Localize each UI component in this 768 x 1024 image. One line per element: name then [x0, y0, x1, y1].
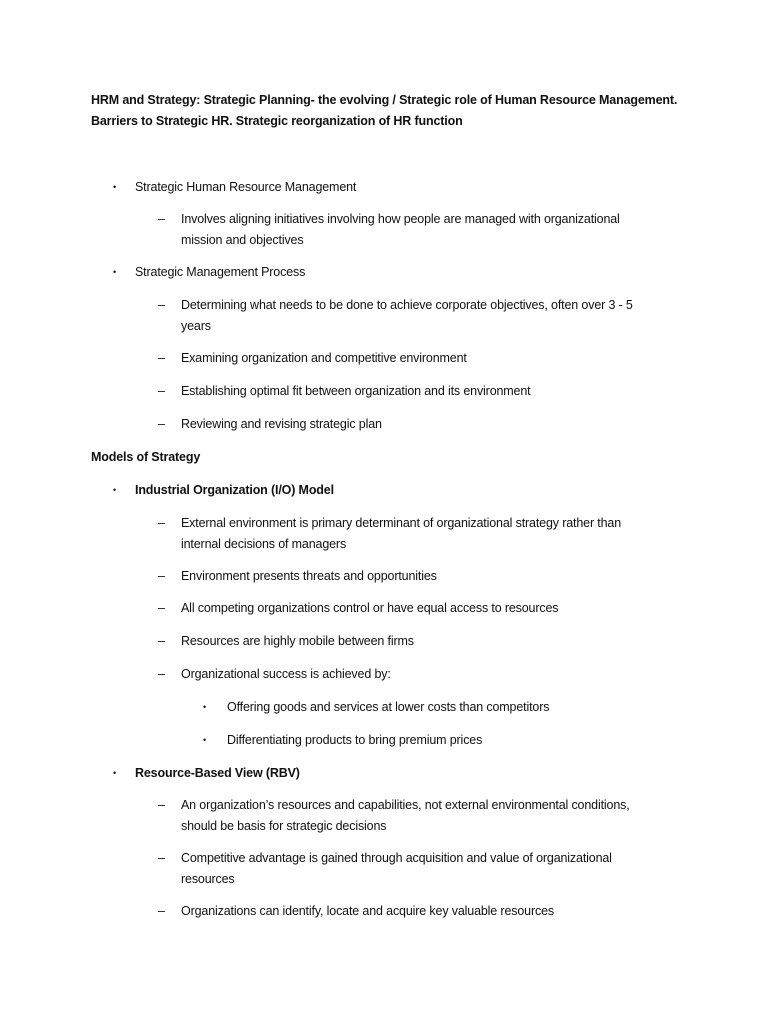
- bullet-resource-based-view: Resource-Based View (RBV): [135, 766, 300, 780]
- dash-marker: –: [158, 634, 165, 648]
- dash-marker: –: [158, 798, 165, 812]
- dash-marker: –: [158, 851, 165, 865]
- dash-marker: –: [158, 417, 165, 431]
- bullet-strategic-management-process: Strategic Management Process: [135, 265, 306, 279]
- point-io-success: Organizational success is achieved by:: [181, 667, 391, 681]
- header-line-1: HRM and Strategy: Strategic Planning- the evolving / Strategic role of Human Resource Management.: [91, 93, 678, 107]
- point-smp-determining: Determining what needs to be done to achieve corporate objectives, often over 3 - 5 years: [181, 298, 633, 333]
- point-io-competing: All competing organizations control or have equal access to resources: [181, 601, 559, 615]
- header-line-2: Barriers to Strategic HR. Strategic reorganization of HR function: [91, 114, 463, 128]
- point-rbv-resources: An organization’s resources and capabilities, not external environmental conditions, should be basis for strategic decisions: [181, 798, 630, 833]
- point-io-external: External environment is primary determinant of organizational strategy rather than internal decisions of managers: [181, 516, 622, 551]
- bullet-marker: •: [203, 702, 207, 712]
- subpoint-io-lower-costs: Offering goods and services at lower costs than competitors: [227, 700, 550, 714]
- document-header: [91, 90, 751, 132]
- point-shrm-aligning: Involves aligning initiatives involving how people are managed with organizational mission and objectives: [181, 212, 620, 247]
- heading-models-of-strategy: Models of Strategy: [91, 450, 201, 464]
- point-smp-reviewing: Reviewing and revising strategic plan: [181, 417, 382, 431]
- dash-marker: –: [158, 384, 165, 398]
- point-smp-examining: Examining organization and competitive environment: [181, 351, 467, 365]
- bullet-marker: •: [113, 182, 117, 192]
- bullet-strategic-hrm: Strategic Human Resource Management: [135, 180, 357, 194]
- point-io-mobile: Resources are highly mobile between firms: [181, 634, 414, 648]
- dash-marker: –: [158, 667, 165, 681]
- bullet-marker: •: [113, 768, 117, 778]
- bullet-marker: •: [113, 485, 117, 495]
- dash-marker: –: [158, 569, 165, 583]
- subpoint-io-differentiating: Differentiating products to bring premium prices: [227, 733, 483, 747]
- dash-marker: –: [158, 212, 165, 226]
- dash-marker: –: [158, 904, 165, 918]
- point-smp-establishing: Establishing optimal fit between organization and its environment: [181, 384, 531, 398]
- point-rbv-identify: Organizations can identify, locate and acquire key valuable resources: [181, 904, 554, 918]
- bullet-marker: •: [203, 735, 207, 745]
- bullet-marker: •: [113, 267, 117, 277]
- dash-marker: –: [158, 516, 165, 530]
- dash-marker: –: [158, 298, 165, 312]
- dash-marker: –: [158, 351, 165, 365]
- point-rbv-competitive-advantage: Competitive advantage is gained through acquisition and value of organizational resources: [181, 851, 612, 886]
- point-io-threats: Environment presents threats and opportunities: [181, 569, 437, 583]
- bullet-io-model: Industrial Organization (I/O) Model: [135, 483, 334, 497]
- dash-marker: –: [158, 601, 165, 615]
